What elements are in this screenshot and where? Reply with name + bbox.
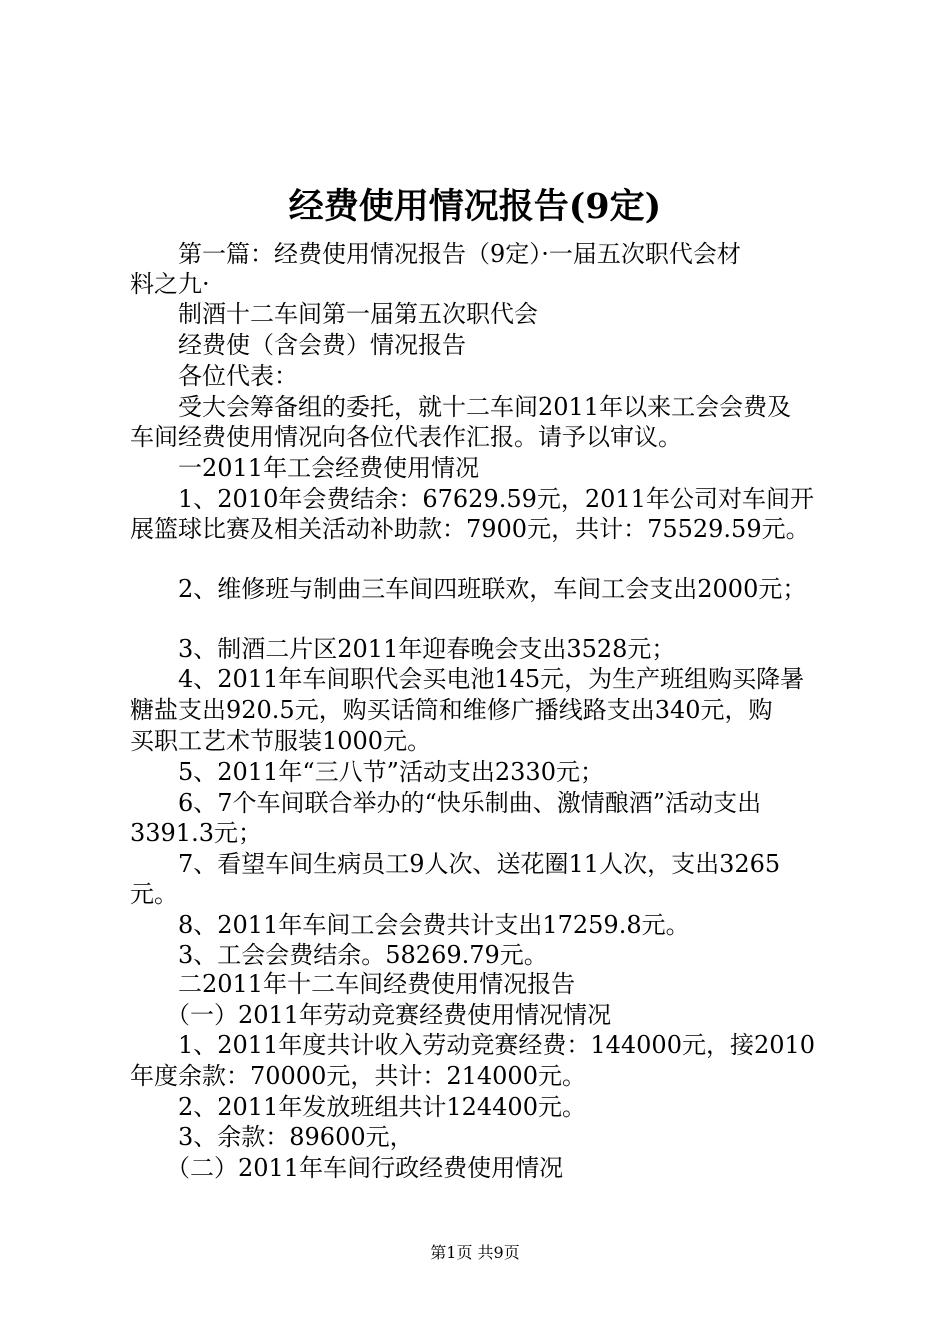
- body-line: 经费使（含会费）情况报告: [130, 331, 466, 359]
- body-line: 一2011年工会经费使用情况: [130, 454, 480, 482]
- body-line: （二）2011年车间行政经费使用情况: [130, 1154, 564, 1182]
- body-line: 2、2011年发放班组共计124400元。: [130, 1093, 586, 1121]
- body-line: 各位代表：: [130, 362, 298, 390]
- document-title: 经费使用情况报告(9定): [288, 186, 662, 227]
- body-line: 展篮球比赛及相关活动补助款：7900元，共计：75529.59元。: [130, 515, 810, 543]
- body-line: 料之九·: [130, 270, 210, 298]
- body-line: 3、制酒二片区2011年迎春晚会支出3528元；: [130, 635, 676, 663]
- body-line: （一）2011年劳动竞赛经费使用情况情况: [130, 1001, 612, 1029]
- body-line: 受大会筹备组的委托，就十二车间2011年以来工会会费及: [130, 393, 792, 421]
- body-line: 3、工会会费结余。58269.79元。: [130, 941, 548, 969]
- body-line: 2、维修班与制曲三车间四班联欢，车间工会支出2000元；: [130, 575, 807, 603]
- body-line: 车间经费使用情况向各位代表作汇报。请予以审议。: [130, 423, 682, 451]
- body-line: 8、2011年车间工会会费共计支出17259.8元。: [130, 911, 690, 939]
- page-number: 第1页 共9页: [430, 1243, 520, 1262]
- body-line: 5、2011年“三八节”活动支出2330元；: [130, 758, 604, 786]
- body-line: 年度余款：70000元，共计：214000元。: [130, 1062, 586, 1090]
- body-line: 1、2011年度共计收入劳动竞赛经费：144000元，接2010: [130, 1031, 816, 1059]
- body-line: 3391.3元；: [130, 819, 262, 847]
- body-line: 6、7个车间联合举办的“快乐制曲、激情酿酒”活动支出: [130, 789, 762, 817]
- body-line: 第一篇：经费使用情况报告（9定）·一届五次职代会材: [130, 240, 741, 268]
- body-line: 4、2011年车间职代会买电池145元，为生产班组购买降暑: [130, 665, 805, 693]
- body-line: 二2011年十二车间经费使用情况报告: [130, 970, 576, 998]
- body-line: 3、余款：89600元，: [130, 1123, 414, 1151]
- body-line: 糖盐支出920.5元，购买话筒和维修广播线路支出340元，购: [130, 696, 773, 724]
- body-line: 买职工艺术节服装1000元。: [130, 727, 432, 755]
- body-line: 1、2010年会费结余：67629.59元，2011年公司对车间开: [130, 485, 814, 513]
- body-line: 制酒十二车间第一届第五次职代会: [130, 300, 538, 328]
- body-line: 元。: [130, 880, 178, 908]
- body-line: 7、看望车间生病员工9人次、送花圈11人次，支出3265: [130, 850, 781, 878]
